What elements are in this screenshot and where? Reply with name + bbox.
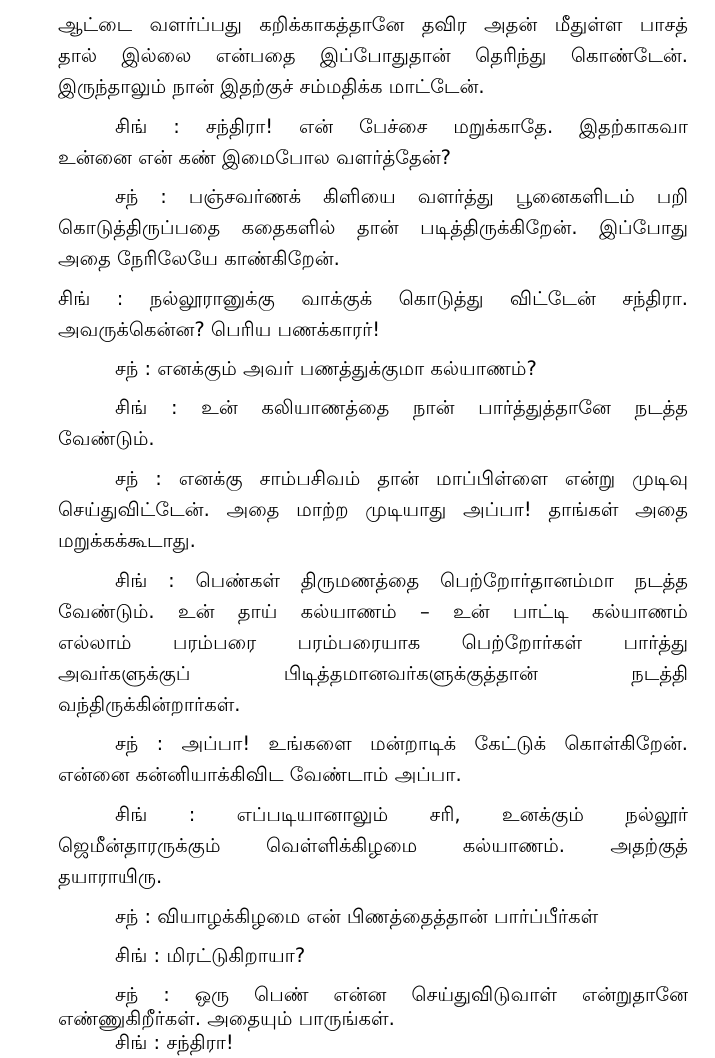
text-line: சந் : ஒரு பெண் என்ன செய்துவிடுவாள் என்றுதானே <box>115 983 688 1006</box>
text-line: என்னை கன்னியாக்கிவிட வேண்டாம் அப்பா. <box>58 763 462 786</box>
text-line: வேண்டும். உன் தாய் கல்யாணம் – உன் பாட்டி கல்யாணம் <box>58 600 688 623</box>
text-line: எல்லாம் பரம்பரை பரம்பரையாக பெற்றோர்கள் பார்த்து <box>58 631 688 654</box>
text-line: தால் இல்லை என்பதை இப்போதுதான் தெரிந்து கொண்டேன். <box>58 44 688 67</box>
text-line: சந் : வியாழக்கிழமை என் பிணத்தைத்தான் பார்ப்பீர்கள் <box>115 905 599 928</box>
text-line: கொடுத்திருப்பதை கதைகளில் தான் படித்திருக்கிறேன். இப்போது <box>58 216 688 239</box>
text-line: வந்திருக்கின்றார்கள். <box>58 693 241 716</box>
text-line: சந் : எனக்கு சாம்பசிவம் தான் மாப்பிள்ளை என்று முடிவு <box>115 467 688 490</box>
text-line: வேண்டும். <box>58 427 155 450</box>
text-line: ஆட்டை வளர்ப்பது கறிக்காகத்தானே தவிர அதன் மீதுள்ள பாசத் <box>58 13 688 36</box>
text-line: தயாராயிரு. <box>58 865 163 888</box>
text-line: சிங் : எப்படியானாலும் சரி, உனக்கும் நல்லூர் <box>115 803 688 826</box>
text-line: அவருக்கென்ன? பெரிய பணக்காரர்! <box>58 318 381 341</box>
text-line: செய்துவிட்டேன். அதை மாற்ற முடியாது அப்பா! தாங்கள் அதை <box>58 498 688 521</box>
text-line: எண்ணுகிறீர்கள். அதையும் பாருங்கள். <box>58 1007 395 1030</box>
text-line: சந் : பஞ்சவர்ணக் கிளியை வளர்த்து பூனைகளிடம் பறி <box>115 185 688 208</box>
text-line: அதை நேரிலேயே காண்கிறேன். <box>58 247 340 270</box>
text-line: சிங் : நல்லூரானுக்கு வாக்குக் கொடுத்து விட்டேன் சந்திரா. <box>58 287 688 310</box>
text-line: ஜெமீன்தாரருக்கும் வெள்ளிக்கிழமை கல்யாணம். அதற்குத் <box>58 834 688 857</box>
text-line: சிங் : உன் கலியாணத்தை நான் பார்த்துத்தானே நடத்த <box>115 396 688 419</box>
text-line: சிங் : பெண்கள் திருமணத்தை பெற்றோர்தானம்மா நடத்த <box>115 569 688 592</box>
text-line: சிங் : மிரட்டுகிறாயா? <box>115 944 306 967</box>
text-line: சந் : அப்பா! உங்களை மன்றாடிக் கேட்டுக் கொள்கிறேன். <box>115 732 688 755</box>
text-line: சிங் : சந்திரா! என் பேச்சை மறுக்காதே. இதற்காகவா <box>115 115 688 138</box>
text-line: சந் : எனக்கும் அவர் பணத்துக்குமா கல்யாணம்? <box>115 357 537 380</box>
text-line: உன்னை என் கண் இமைபோல வளர்த்தேன்? <box>58 146 451 169</box>
text-line: மறுக்கக்கூடாது. <box>58 529 196 552</box>
text-line: இருந்தாலும் நான் இதற்குச் சம்மதிக்க மாட்டேன். <box>58 75 485 98</box>
text-line: சிங் : சந்திரா! <box>115 1031 234 1054</box>
text-line: அவர்களுக்குப் பிடித்தமானவர்களுக்குத்தான் நடத்தி <box>58 662 688 685</box>
